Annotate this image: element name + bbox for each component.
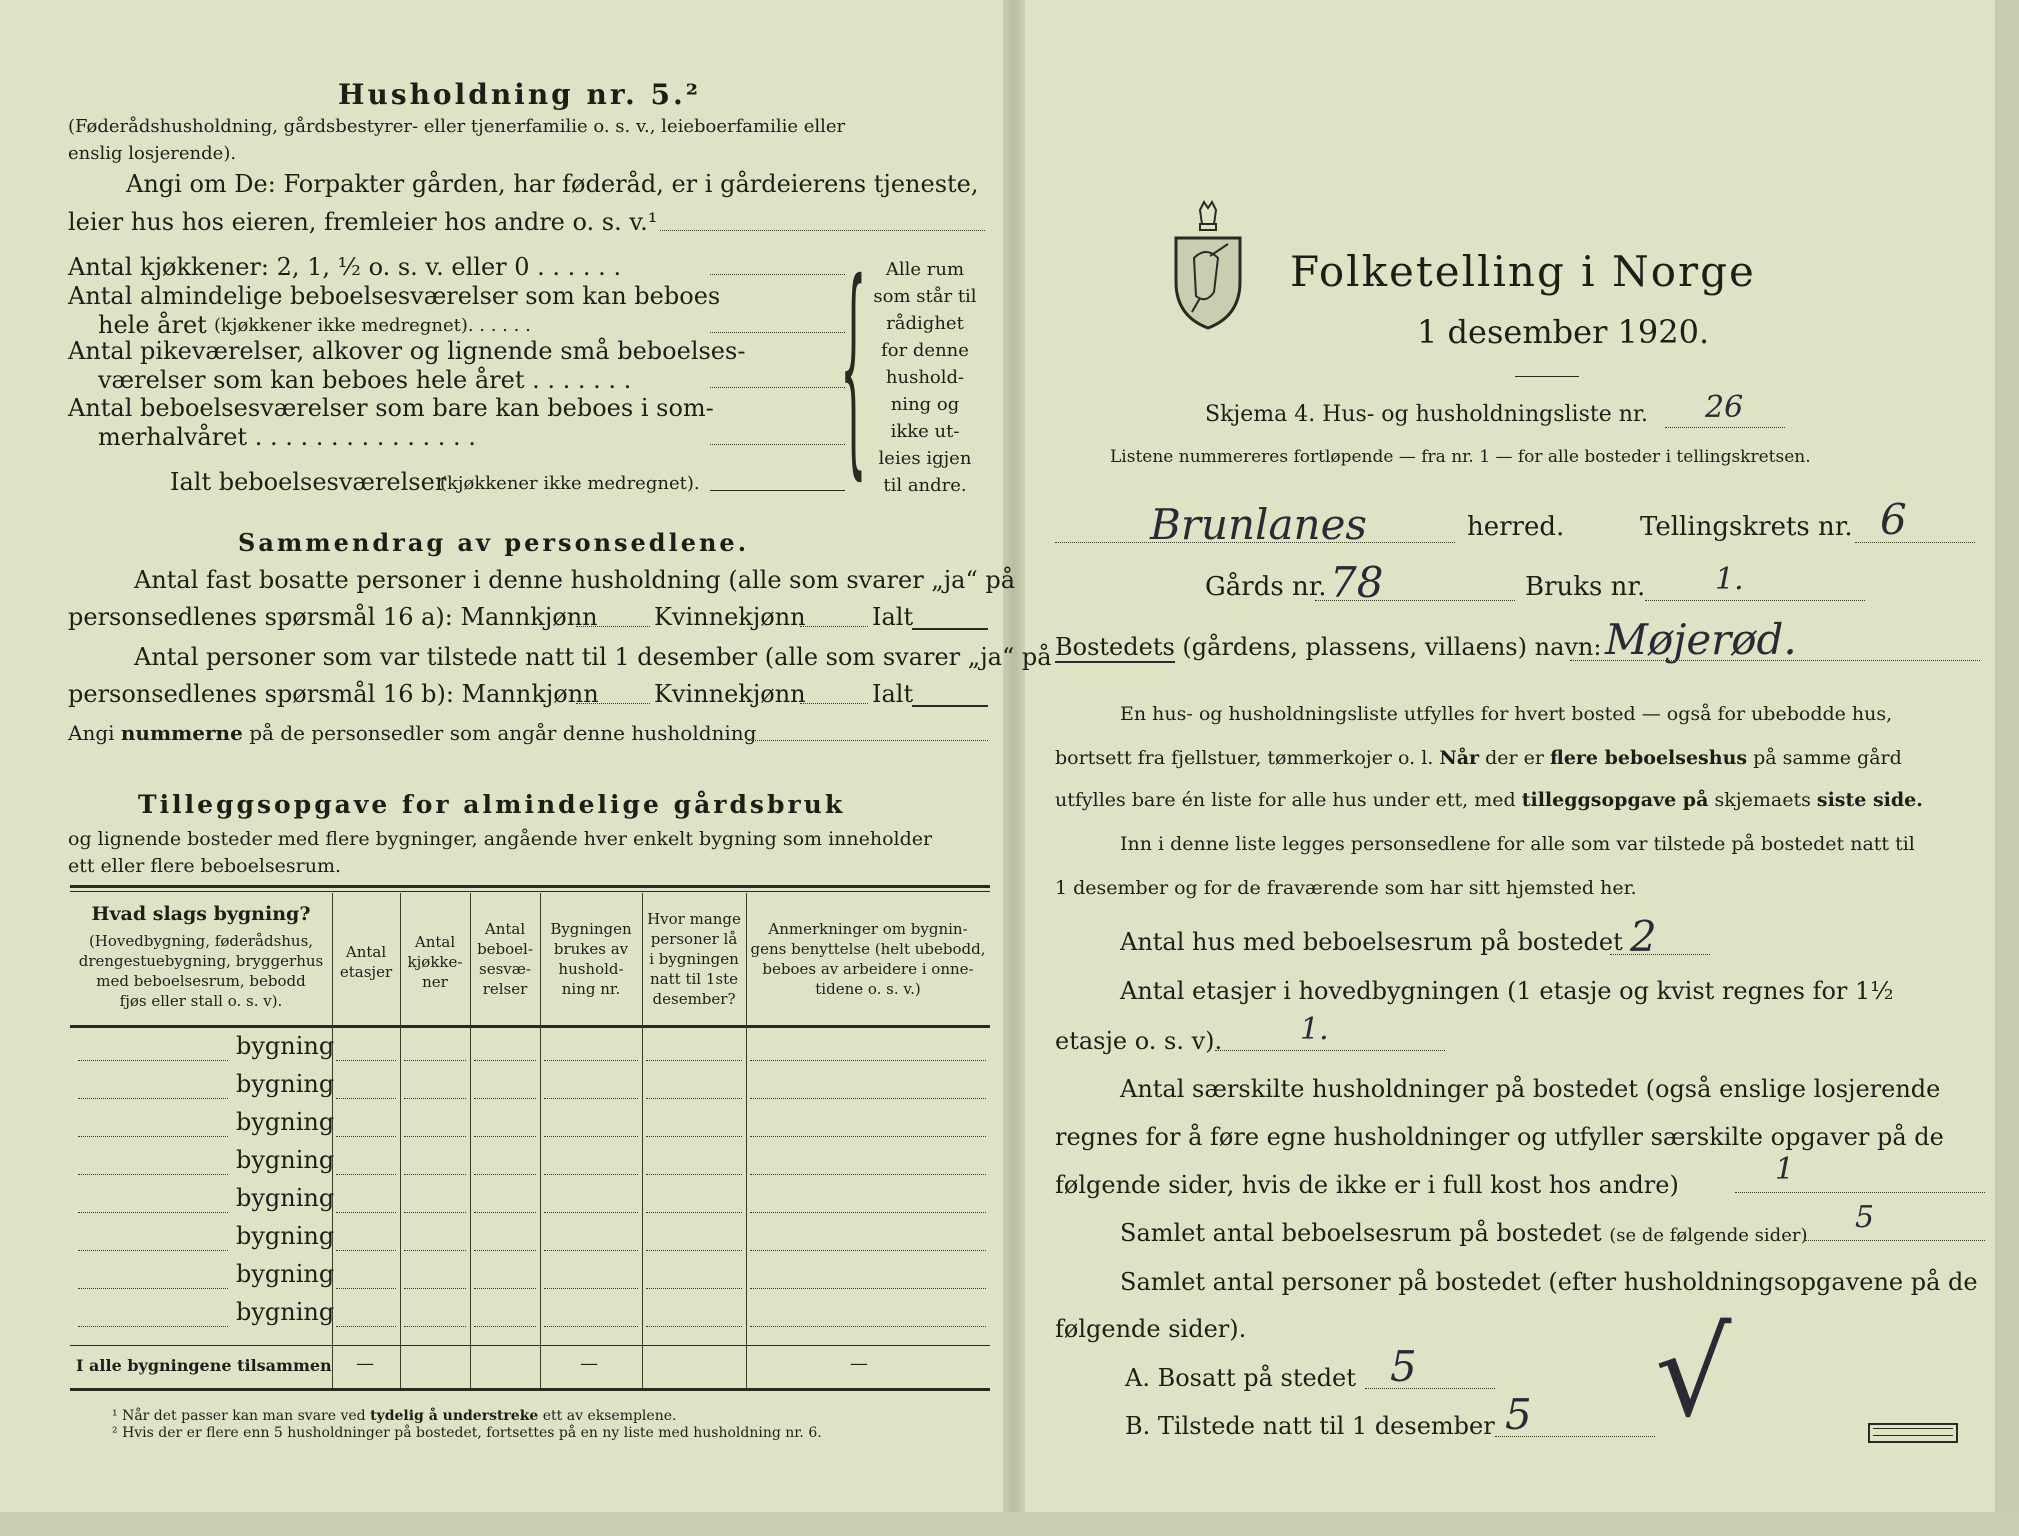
q4-main: Samlet antal beboelsesrum på bostedet — [1120, 1219, 1602, 1247]
col5-line-1: Bygningen — [550, 920, 632, 938]
para1b-mid: der er — [1485, 747, 1544, 769]
para1c-bold: tilleggsopgave på — [1521, 789, 1709, 811]
summary-p1a: Antal fast bosatte personer i denne husholdning (alle som svarer „ja“ på — [134, 566, 1016, 594]
col3-line-2: kjøkke- — [407, 953, 463, 971]
col1-line-3: med beboelsesrum, bebodd — [96, 972, 306, 990]
row-cell-line — [404, 1288, 466, 1289]
side-note-9: til andre. — [883, 475, 967, 496]
q2-line-2: etasje o. s. v). — [1055, 1027, 1223, 1055]
q1-value: 2 — [1630, 912, 1657, 961]
row-cell-line — [474, 1212, 536, 1213]
rooms-summer-1: Antal beboelsesværelser som bare kan beboes i som- — [68, 394, 714, 422]
qB-label: B. Tilstede natt til 1 desember — [1125, 1412, 1495, 1440]
bosted-line — [1570, 660, 1980, 661]
col7-line-1: Anmerkninger om bygnin- — [768, 920, 968, 938]
row-cell-line — [544, 1060, 638, 1061]
q5-line-1: Samlet antal personer på bostedet (efter husholdningsopgavene på de — [1120, 1268, 1978, 1296]
col6-line-1: Hvor mange — [647, 910, 741, 928]
row-cell-line — [750, 1174, 986, 1175]
para2-line-1: Inn i denne liste legges personsedlene for alle som var tilstede på bostedet natt til — [1120, 833, 1915, 855]
gards-label: Gårds nr. — [1205, 572, 1327, 602]
total-dash-1: — — [356, 1353, 374, 1374]
footnote-1-bold: tydelig å understreke — [370, 1408, 539, 1424]
row-cell-line — [544, 1250, 638, 1251]
coat-of-arms-icon — [1170, 200, 1246, 332]
col7-line-3: beboes av arbeidere i onne- — [762, 960, 974, 978]
row-cell-line — [646, 1098, 742, 1099]
row-cell-line — [544, 1174, 638, 1175]
row-cell-line — [404, 1212, 466, 1213]
row-cell-line — [336, 1250, 396, 1251]
numbers-post: på de personsedler som angår denne husholdning — [249, 721, 757, 745]
skjema-value: 26 — [1705, 390, 1744, 425]
row-cell-line — [336, 1136, 396, 1137]
col5-line-3: hushold- — [558, 960, 624, 978]
summer-answer-line — [710, 444, 845, 445]
row-cell-line — [336, 1212, 396, 1213]
row-cell-line — [336, 1060, 396, 1061]
col5-line-4: ning nr. — [561, 980, 621, 998]
qA-value: 5 — [1390, 1342, 1417, 1391]
qA-label: A. Bosatt på stedet — [1125, 1364, 1356, 1392]
row-cell-line — [474, 1136, 536, 1137]
side-note-4: for denne — [881, 340, 969, 361]
p1-female-line — [800, 626, 868, 627]
total-dash-3: — — [850, 1353, 868, 1374]
row-cell-line — [404, 1136, 466, 1137]
household-title: Husholdning nr. 5.² — [338, 78, 702, 111]
rooms-ordinary-1: Antal almindelige beboelsesværelser som kan beboes — [68, 282, 721, 310]
row-cell-line — [646, 1136, 742, 1137]
total-answer-line — [710, 490, 845, 491]
rooms-ordinary-2: hele året — [98, 311, 207, 339]
list-note: Listene nummereres fortløpende — fra nr. 1 — for alle bosteder i tellingskretsen. — [1110, 447, 1811, 467]
left-page — [20, 0, 1052, 1510]
row-cell-line — [474, 1326, 536, 1327]
intro-line-2: enslig losjerende). — [68, 143, 237, 164]
row-cell-line — [646, 1288, 742, 1289]
numbers-answer-line — [748, 740, 988, 741]
small-answer-line — [710, 387, 845, 388]
row-cell-line — [544, 1098, 638, 1099]
bruks-value: 1. — [1715, 562, 1744, 597]
footnote-1-post: ett av eksemplene. — [542, 1408, 677, 1424]
ordinary-answer-line — [710, 332, 845, 333]
para1c-bold-2: siste side. — [1816, 789, 1923, 811]
q4-label — [1120, 1219, 1807, 1247]
para1b-bold-2: flere beboelseshus — [1550, 747, 1748, 769]
col4-line-2: beboel- — [477, 940, 533, 958]
rooms-total-note: (kjøkkener ikke medregnet). — [440, 473, 700, 494]
row-cell-line — [474, 1174, 536, 1175]
p2-female-line — [800, 703, 868, 704]
rooms-ordinary-3: (kjøkkener ikke medregnet). . . . . . — [214, 315, 531, 336]
para1b-post: på samme gård — [1753, 747, 1902, 769]
col6-line-2: personer lå — [650, 930, 738, 948]
krets-value: 6 — [1880, 495, 1907, 544]
row-cell-line — [750, 1250, 986, 1251]
row-label-bygning: bygning — [236, 1070, 335, 1098]
para1c-mid: skjemaets — [1714, 789, 1811, 811]
check-mark: √ — [1655, 1305, 1732, 1444]
row-label-bygning: bygning — [236, 1222, 335, 1250]
row-cell-line — [404, 1250, 466, 1251]
table-top-rule — [70, 885, 990, 888]
col7-line-2: gens benyttelse (helt ubebodd, — [750, 940, 986, 958]
para2-line-2: 1 desember og for de fraværende som har sitt hjemsted her. — [1055, 877, 1637, 899]
col1-line-4: fjøs eller stall o. s. v). — [119, 992, 283, 1010]
col4-line-4: relser — [482, 980, 528, 998]
bruks-line — [1645, 600, 1865, 601]
row-cell-line — [544, 1136, 638, 1137]
census-date: 1 desember 1920. — [1417, 313, 1710, 351]
row-cell-line — [474, 1288, 536, 1289]
side-note-6: ning og — [890, 394, 960, 415]
row-cell-line — [646, 1174, 742, 1175]
col4-line-3: sesvæ- — [479, 960, 531, 978]
herred-value: Brunlanes — [1150, 500, 1367, 549]
row-cell-line — [750, 1136, 986, 1137]
row-label-bygning: bygning — [236, 1032, 335, 1060]
bosted-post: (gårdens, plassens, villaens) navn: — [1182, 633, 1602, 661]
row-cell-line — [336, 1288, 396, 1289]
summary-p2-total: Ialt — [872, 680, 914, 708]
row-cell-line — [474, 1098, 536, 1099]
col6-line-3: i bygningen — [649, 950, 739, 968]
side-note-2: som står til — [873, 286, 977, 307]
rooms-small-2: værelser som kan beboes hele året . . . . . . . — [98, 366, 632, 394]
q2-value: 1. — [1300, 1012, 1329, 1047]
row-name-line — [78, 1136, 228, 1137]
skjema-label: Skjema 4. Hus- og husholdningsliste nr. — [1205, 402, 1648, 427]
footnote-1-pre: ¹ Når det passer kan man svare ved — [112, 1408, 366, 1424]
para1c-pre: utfylles bare én liste for alle hus under ett, med — [1055, 789, 1516, 811]
summary-numbers — [68, 721, 756, 745]
census-title: Folketelling i Norge — [1290, 247, 1756, 296]
q4-line — [1805, 1240, 1985, 1241]
row-label-bygning: bygning — [236, 1184, 335, 1212]
kitchens-answer-line — [710, 274, 845, 275]
bottom-edge — [0, 1512, 2019, 1536]
row-cell-line — [544, 1288, 638, 1289]
col3-line-1: Antal — [414, 933, 456, 951]
row-name-line — [78, 1212, 228, 1213]
side-note-8: leies igjen — [878, 448, 972, 469]
row-cell-line — [544, 1326, 638, 1327]
addon-sub-1: og lignende bosteder med flere bygninger, angående hver enkelt bygning som inneholder — [68, 828, 933, 850]
row-cell-line — [404, 1098, 466, 1099]
row-cell-line — [646, 1250, 742, 1251]
table-head-rule — [70, 1025, 990, 1028]
q3-line — [1735, 1192, 1985, 1193]
right-edge — [1995, 0, 2019, 1536]
numbers-bold: nummerne — [120, 721, 243, 745]
q1-line — [1610, 954, 1710, 955]
q3-line-1: Antal særskilte husholdninger på bostedet (også enslige losjerende — [1120, 1075, 1941, 1103]
col3-line-3: ner — [422, 973, 448, 991]
row-name-line — [78, 1174, 228, 1175]
col1-line-1: (Hovedbygning, føderådshus, — [88, 932, 314, 950]
rooms-small-1: Antal pikeværelser, alkover og lignende små beboelses- — [68, 337, 746, 365]
intro-line-1: (Føderådshusholdning, gårdsbestyrer- eller tjenerfamilie o. s. v., leieboerfamilie eller — [68, 116, 846, 137]
addon-title: Tilleggsopgave for almindelige gårdsbruk — [138, 790, 846, 819]
row-cell-line — [750, 1326, 986, 1327]
col2-line-1: Antal — [345, 943, 387, 961]
summary-p1-total: Ialt — [872, 603, 914, 631]
total-row-label: I alle bygningene tilsammen — [76, 1356, 332, 1375]
row-cell-line — [646, 1060, 742, 1061]
row-label-bygning: bygning — [236, 1146, 335, 1174]
printer-stamp — [1868, 1423, 1958, 1443]
row-name-line — [78, 1098, 228, 1099]
gards-value: 78 — [1330, 558, 1384, 607]
ask-answer-line — [660, 230, 985, 231]
row-cell-line — [750, 1288, 986, 1289]
qB-line — [1495, 1436, 1655, 1437]
row-cell-line — [336, 1174, 396, 1175]
para1-line-2 — [1055, 747, 1902, 769]
row-label-bygning: bygning — [236, 1260, 335, 1288]
q5-line-2: følgende sider). — [1055, 1315, 1247, 1343]
gards-line — [1315, 600, 1515, 601]
numbers-pre: Angi — [68, 721, 115, 745]
summary-p2-female: Kvinnekjønn — [654, 680, 806, 708]
table-total-rule — [70, 1345, 990, 1346]
row-cell-line — [750, 1098, 986, 1099]
krets-label: Tellingskrets nr. — [1640, 512, 1853, 542]
rooms-side-note — [860, 256, 990, 499]
col6-line-5: desember? — [652, 990, 736, 1008]
row-cell-line — [336, 1098, 396, 1099]
row-name-line — [78, 1250, 228, 1251]
row-cell-line — [336, 1326, 396, 1327]
row-label-bygning: bygning — [236, 1298, 335, 1326]
herred-label: herred. — [1467, 512, 1565, 542]
para1b-bold-1: Når — [1439, 747, 1480, 769]
summary-p2a: Antal personer som var tilstede natt til 1 desember (alle som svarer „ja“ på — [134, 643, 1052, 671]
right-page — [1025, 0, 1995, 1510]
row-name-line — [78, 1288, 228, 1289]
p2-total-line — [912, 705, 988, 707]
col7-line-4: tidene o. s. v.) — [815, 980, 921, 998]
row-name-line — [78, 1060, 228, 1061]
para1-line-3 — [1055, 789, 1923, 811]
row-cell-line — [404, 1326, 466, 1327]
q4-note: (se de følgende sider) — [1609, 1225, 1808, 1246]
bruks-label: Bruks nr. — [1525, 572, 1646, 602]
herred-line — [1055, 542, 1455, 543]
summary-p1b: personsedlenes spørsmål 16 a): Mannkjønn — [68, 603, 598, 631]
p2-male-line — [576, 703, 650, 704]
addon-sub-2: ett eller flere beboelsesrum. — [68, 855, 342, 877]
rooms-brace: { — [840, 236, 867, 501]
q1-label: Antal hus med beboelsesrum på bostedet — [1120, 928, 1623, 956]
summary-title: Sammendrag av personsedlene. — [238, 528, 750, 557]
row-cell-line — [404, 1060, 466, 1061]
table-top-rule-2 — [70, 891, 990, 892]
para1-line-1: En hus- og husholdningsliste utfylles for hvert bosted — også for ubebodde hus, — [1120, 703, 1893, 725]
row-name-line — [78, 1326, 228, 1327]
col5-line-2: brukes av — [553, 940, 629, 958]
row-cell-line — [646, 1326, 742, 1327]
col4-line-1: Antal — [484, 920, 526, 938]
summary-p2b: personsedlenes spørsmål 16 b): Mannkjønn — [68, 680, 599, 708]
ask-line-1: Angi om De: Forpakter gården, har føderåd, er i gårdeierens tjeneste, — [126, 170, 979, 198]
rooms-summer-2: merhalvåret . . . . . . . . . . . . . . . — [98, 423, 476, 451]
qA-line — [1365, 1388, 1495, 1389]
footnote-2: ² Hvis der er flere enn 5 husholdninger på bostedet, fortsettes på en ny liste med husholdning nr. 6. — [112, 1425, 822, 1441]
page-fold — [1003, 0, 1025, 1536]
col6-line-4: natt til 1ste — [650, 970, 738, 988]
rooms-kitchens: Antal kjøkkener: 2, 1, ½ o. s. v. eller 0 . . . . . . — [68, 253, 622, 281]
row-cell-line — [544, 1212, 638, 1213]
total-dash-2: — — [580, 1353, 598, 1374]
stamp-lines — [1873, 1428, 1953, 1436]
bosted-value: Møjerød. — [1605, 615, 1797, 664]
rooms-total: Ialt beboelsesværelser — [170, 468, 447, 496]
row-cell-line — [404, 1174, 466, 1175]
bosted-label — [1055, 633, 1601, 661]
col2-line-2: etasjer — [339, 963, 393, 981]
row-cell-line — [750, 1060, 986, 1061]
row-label-bygning: bygning — [236, 1108, 335, 1136]
title-rule — [1515, 376, 1579, 377]
q4-value: 5 — [1855, 1200, 1875, 1235]
row-cell-line — [474, 1060, 536, 1061]
summary-p1-female: Kvinnekjønn — [654, 603, 806, 631]
row-cell-line — [646, 1212, 742, 1213]
p1-total-line — [912, 628, 988, 630]
side-note-7: ikke ut- — [890, 421, 960, 442]
row-cell-line — [750, 1212, 986, 1213]
side-note-3: rådighet — [886, 313, 964, 334]
q3-value: 1 — [1775, 1152, 1795, 1187]
para1b-pre: bortsett fra fjellstuer, tømmerkojer o. l. — [1055, 747, 1434, 769]
q2-line-1: Antal etasjer i hovedbygningen (1 etasje og kvist regnes for 1½ — [1120, 977, 1894, 1005]
col1-title: Hvad slags bygning? — [91, 903, 311, 925]
table-bottom-rule — [70, 1388, 990, 1391]
qB-value: 5 — [1505, 1390, 1532, 1439]
p1-male-line — [576, 626, 650, 627]
ask-line-2: leier hus hos eieren, fremleier hos andre o. s. v.¹ — [68, 208, 658, 236]
side-note-1: Alle rum — [885, 259, 965, 280]
q2-line — [1215, 1050, 1445, 1051]
bosted-word: Bostedets — [1055, 633, 1175, 661]
krets-line — [1855, 542, 1975, 543]
skjema-line — [1665, 427, 1785, 428]
col1-line-2: drengestuebygning, bryggerhus — [78, 952, 324, 970]
q3-line-2: regnes for å føre egne husholdninger og utfyller særskilte opgaver på de — [1055, 1123, 1944, 1151]
footnote-1 — [112, 1408, 676, 1424]
row-cell-line — [474, 1250, 536, 1251]
side-note-5: hushold- — [885, 367, 965, 388]
q3-line-3: følgende sider, hvis de ikke er i full kost hos andre) — [1055, 1171, 1679, 1199]
